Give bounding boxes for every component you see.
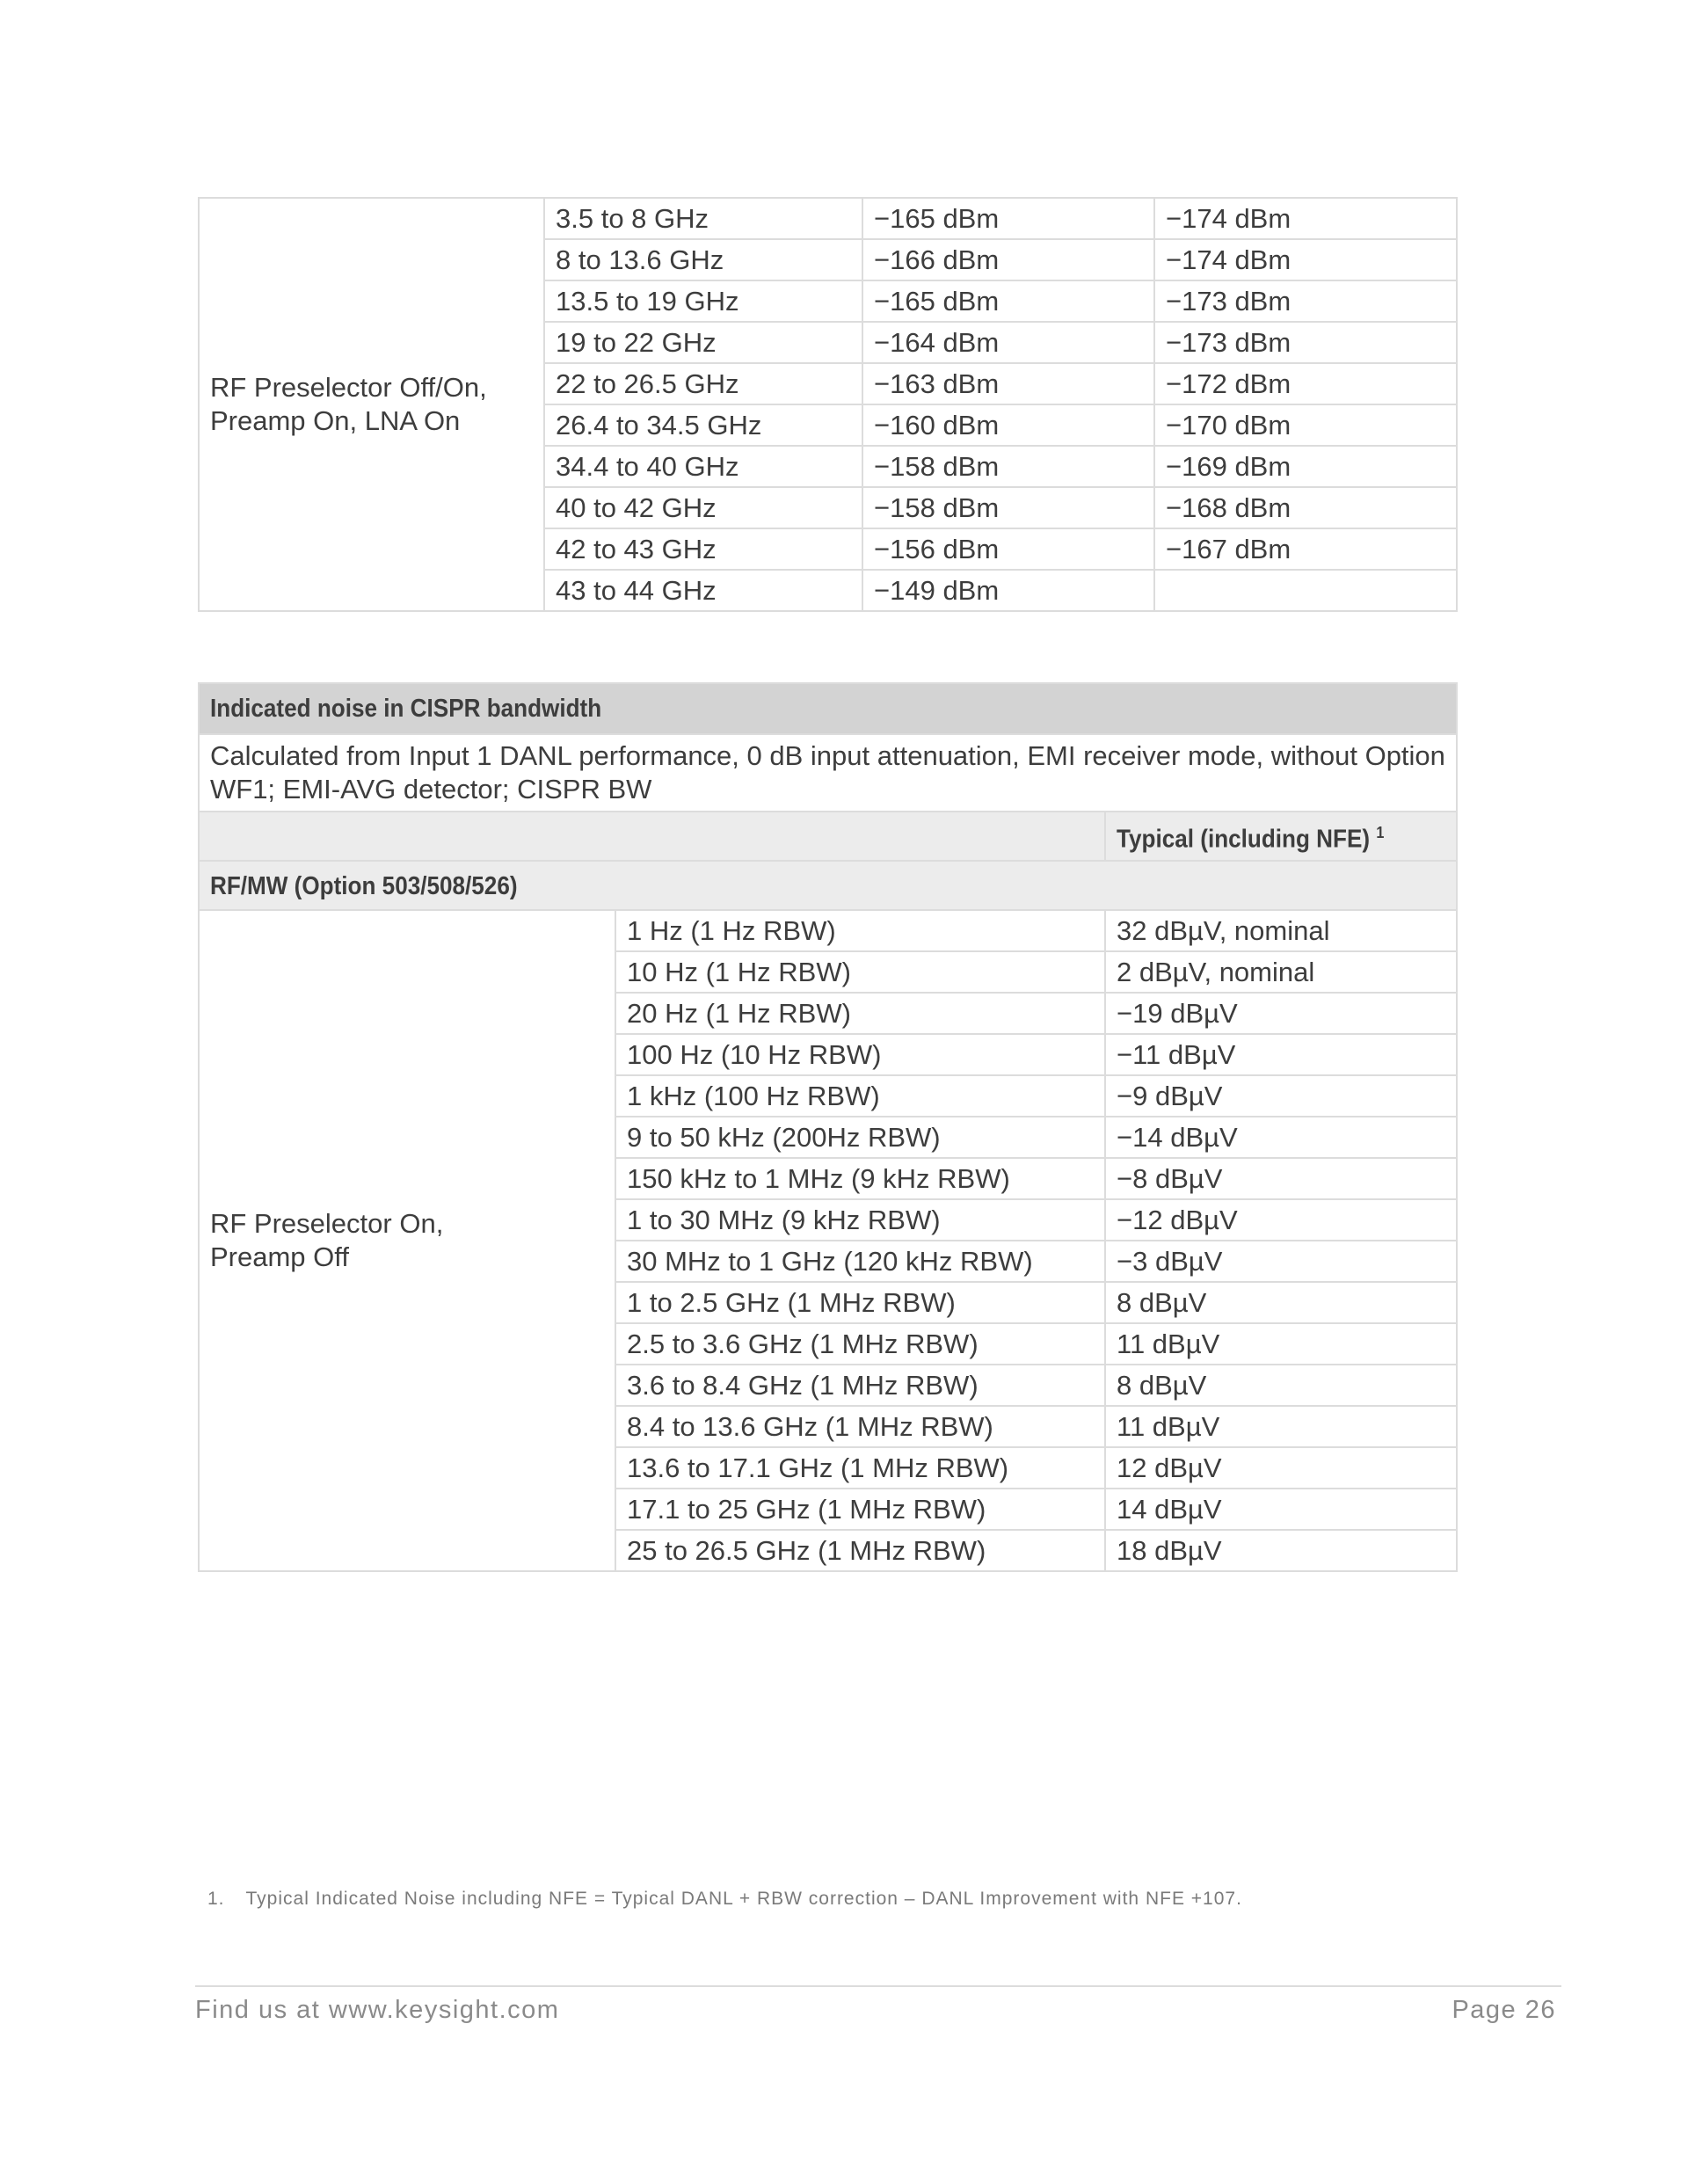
row-group-label bbox=[199, 910, 615, 1571]
value-cell: −160 dBm bbox=[862, 404, 1154, 446]
value-cell: 11 dBµV bbox=[1105, 1323, 1457, 1365]
value-cell: −19 dBµV bbox=[1105, 993, 1457, 1034]
value-cell: −165 dBm bbox=[862, 280, 1154, 322]
value-cell: 14 dBµV bbox=[1105, 1489, 1457, 1530]
frequency-range-cell: 2.5 to 3.6 GHz (1 MHz RBW) bbox=[615, 1323, 1105, 1365]
frequency-range-cell: 42 to 43 GHz bbox=[544, 528, 862, 570]
frequency-range-cell: 34.4 to 40 GHz bbox=[544, 446, 862, 487]
value-cell bbox=[1154, 570, 1457, 611]
value-cell: −174 dBm bbox=[1154, 239, 1457, 280]
value-cell: −170 dBm bbox=[1154, 404, 1457, 446]
value-cell: −11 dBµV bbox=[1105, 1034, 1457, 1075]
footer-divider bbox=[195, 1985, 1561, 1987]
value-cell: 8 dBµV bbox=[1105, 1282, 1457, 1323]
frequency-range-cell: 43 to 44 GHz bbox=[544, 570, 862, 611]
frequency-range-cell: 1 to 30 MHz (9 kHz RBW) bbox=[615, 1199, 1105, 1241]
value-cell: 18 dBµV bbox=[1105, 1530, 1457, 1571]
frequency-range-cell: 8.4 to 13.6 GHz (1 MHz RBW) bbox=[615, 1406, 1105, 1447]
value-cell: 8 dBµV bbox=[1105, 1365, 1457, 1406]
value-cell: −158 dBm bbox=[862, 487, 1154, 528]
value-cell: −14 dBµV bbox=[1105, 1117, 1457, 1158]
value-cell: −173 dBm bbox=[1154, 322, 1457, 363]
value-cell: −173 dBm bbox=[1154, 280, 1457, 322]
value-cell: −167 dBm bbox=[1154, 528, 1457, 570]
footnote-number: 1. bbox=[207, 1889, 225, 1909]
frequency-range-cell: 13.5 to 19 GHz bbox=[544, 280, 862, 322]
frequency-range-cell: 40 to 42 GHz bbox=[544, 487, 862, 528]
label-line: Preamp On, LNA On bbox=[210, 405, 461, 436]
page-number: Page 26 bbox=[1452, 1996, 1556, 2024]
value-cell: −8 dBµV bbox=[1105, 1158, 1457, 1199]
frequency-range-cell: 19 to 22 GHz bbox=[544, 322, 862, 363]
table-description: Calculated from Input 1 DANL performance, 0 dB input attenuation, EMI receiver mode, without Option WF1; EMI-AVG detector; CISPR BW bbox=[199, 734, 1457, 812]
footer-website[interactable]: Find us at www.keysight.com bbox=[195, 1996, 560, 2024]
value-cell: 32 dBµV, nominal bbox=[1105, 910, 1457, 951]
value-cell: −156 dBm bbox=[862, 528, 1154, 570]
frequency-range-cell: 9 to 50 kHz (200Hz RBW) bbox=[615, 1117, 1105, 1158]
cispr-noise-table bbox=[198, 682, 1458, 1572]
frequency-range-cell: 20 Hz (1 Hz RBW) bbox=[615, 993, 1105, 1034]
table-row bbox=[199, 198, 1457, 239]
frequency-range-cell: 25 to 26.5 GHz (1 MHz RBW) bbox=[615, 1530, 1105, 1571]
value-cell: −165 dBm bbox=[862, 198, 1154, 239]
frequency-range-cell: 100 Hz (10 Hz RBW) bbox=[615, 1034, 1105, 1075]
frequency-range-cell: 22 to 26.5 GHz bbox=[544, 363, 862, 404]
cispr-noise-table-body bbox=[199, 683, 1457, 1571]
section-header: RF/MW (Option 503/508/526) bbox=[199, 861, 1457, 910]
column-header-typical: Typical (including NFE) $^1$ bbox=[1105, 812, 1457, 861]
value-cell: −158 dBm bbox=[862, 446, 1154, 487]
danl-table bbox=[198, 197, 1458, 612]
frequency-range-cell: 1 Hz (1 Hz RBW) bbox=[615, 910, 1105, 951]
value-cell: −164 dBm bbox=[862, 322, 1154, 363]
value-cell: −3 dBµV bbox=[1105, 1241, 1457, 1282]
frequency-range-cell: 10 Hz (1 Hz RBW) bbox=[615, 951, 1105, 993]
label-line: RF Preselector On, bbox=[210, 1208, 444, 1239]
value-cell: −163 dBm bbox=[862, 363, 1154, 404]
frequency-range-cell: 1 kHz (100 Hz RBW) bbox=[615, 1075, 1105, 1117]
value-cell: −168 dBm bbox=[1154, 487, 1457, 528]
value-cell: 2 dBµV, nominal bbox=[1105, 951, 1457, 993]
frequency-range-cell: 1 to 2.5 GHz (1 MHz RBW) bbox=[615, 1282, 1105, 1323]
column-header-empty bbox=[199, 812, 1105, 861]
label-line: Preamp Off bbox=[210, 1241, 349, 1272]
value-cell: 12 dBµV bbox=[1105, 1447, 1457, 1489]
footnote bbox=[207, 1889, 1242, 1910]
frequency-range-cell: 13.6 to 17.1 GHz (1 MHz RBW) bbox=[615, 1447, 1105, 1489]
table-title: Indicated noise in CISPR bandwidth bbox=[199, 683, 1457, 734]
danl-table-body bbox=[199, 198, 1457, 611]
value-cell: −9 dBµV bbox=[1105, 1075, 1457, 1117]
frequency-range-cell: 26.4 to 34.5 GHz bbox=[544, 404, 862, 446]
frequency-range-cell: 3.6 to 8.4 GHz (1 MHz RBW) bbox=[615, 1365, 1105, 1406]
value-cell: −149 dBm bbox=[862, 570, 1154, 611]
footnote-text: Typical Indicated Noise including NFE = Typical DANL + RBW correction – DANL Improvement with NFE +107. bbox=[245, 1889, 1242, 1909]
table-row bbox=[199, 910, 1457, 951]
value-cell: −166 dBm bbox=[862, 239, 1154, 280]
frequency-range-cell: 8 to 13.6 GHz bbox=[544, 239, 862, 280]
frequency-range-cell: 3.5 to 8 GHz bbox=[544, 198, 862, 239]
label-line: RF Preselector Off/On, bbox=[210, 372, 487, 403]
frequency-range-cell: 30 MHz to 1 GHz (120 kHz RBW) bbox=[615, 1241, 1105, 1282]
value-cell: −172 dBm bbox=[1154, 363, 1457, 404]
value-cell: −169 dBm bbox=[1154, 446, 1457, 487]
value-cell: −174 dBm bbox=[1154, 198, 1457, 239]
frequency-range-cell: 17.1 to 25 GHz (1 MHz RBW) bbox=[615, 1489, 1105, 1530]
value-cell: 11 dBµV bbox=[1105, 1406, 1457, 1447]
frequency-range-cell: 150 kHz to 1 MHz (9 kHz RBW) bbox=[615, 1158, 1105, 1199]
value-cell: −12 dBµV bbox=[1105, 1199, 1457, 1241]
row-group-label bbox=[199, 198, 544, 611]
